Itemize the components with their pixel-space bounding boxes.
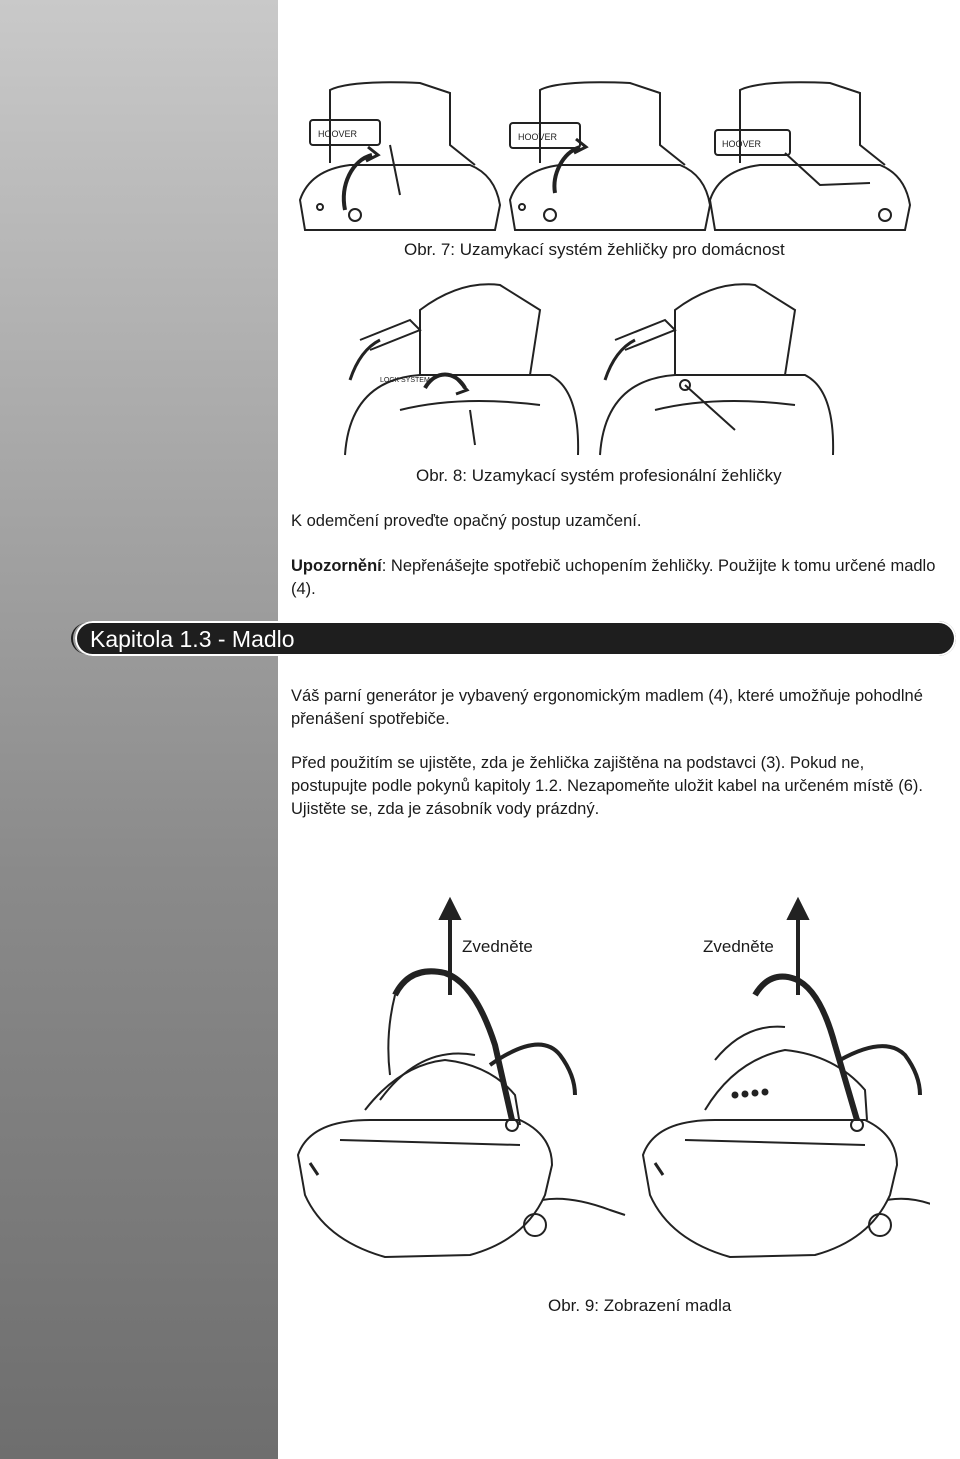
warning-label: Upozornění bbox=[291, 557, 382, 575]
figure-7-illustration bbox=[290, 75, 960, 235]
svg-text:HOOVER: HOOVER bbox=[318, 129, 358, 139]
figure-8-illustration bbox=[340, 270, 840, 460]
svg-text:HOOVER: HOOVER bbox=[722, 139, 762, 149]
warning-body: : Nepřenášejte spotřebič uchopením žehličky. Použijte k tomu určené madlo (4). bbox=[291, 557, 936, 598]
fig7-panel-2 bbox=[510, 82, 710, 230]
fig7-panel-3 bbox=[710, 82, 910, 230]
fig7-panel-1 bbox=[300, 82, 500, 230]
fig9-panel-2 bbox=[643, 977, 930, 1257]
chapter-title: Kapitola 1.3 - Madlo bbox=[90, 626, 295, 652]
warning-text bbox=[291, 555, 941, 601]
svg-text:LOCK SYSTEM: LOCK SYSTEM bbox=[380, 377, 430, 384]
fig8-panel-2 bbox=[600, 284, 833, 455]
paragraph-before-use: Před použitím se ujistěte, zda je žehlička zajištěna na podstavci (3). Pokud ne, postupujte podle pokynů kapitoly 1.2. Nezapomeňte uložit kabel na určeném místě (6). Ujistěte se, zda je zásobník vody prázdný. bbox=[291, 754, 923, 818]
fig8-panel-1 bbox=[345, 284, 578, 455]
figure-8-caption: Obr. 8: Uzamykací systém profesionální žehličky bbox=[416, 466, 782, 485]
fig9-panel-1 bbox=[298, 971, 625, 1257]
svg-text:HOOVER: HOOVER bbox=[518, 132, 558, 142]
paragraph-handle: Váš parní generátor je vybavený ergonomickým madlem (4), které umožňuje pohodlné přenášení spotřebiče. bbox=[291, 687, 923, 728]
figure-7-caption: Obr. 7: Uzamykací systém žehličky pro domácnost bbox=[404, 240, 785, 259]
lift-label-left: Zvedněte bbox=[462, 937, 533, 956]
sidebar-gradient bbox=[0, 0, 278, 1459]
figure-9-caption: Obr. 9: Zobrazení madla bbox=[548, 1296, 732, 1315]
lift-label-right: Zvedněte bbox=[703, 937, 774, 956]
unlock-text: K odemčení proveďte opačný postup uzamčení. bbox=[291, 512, 642, 530]
figure-9-illustration bbox=[290, 895, 930, 1275]
